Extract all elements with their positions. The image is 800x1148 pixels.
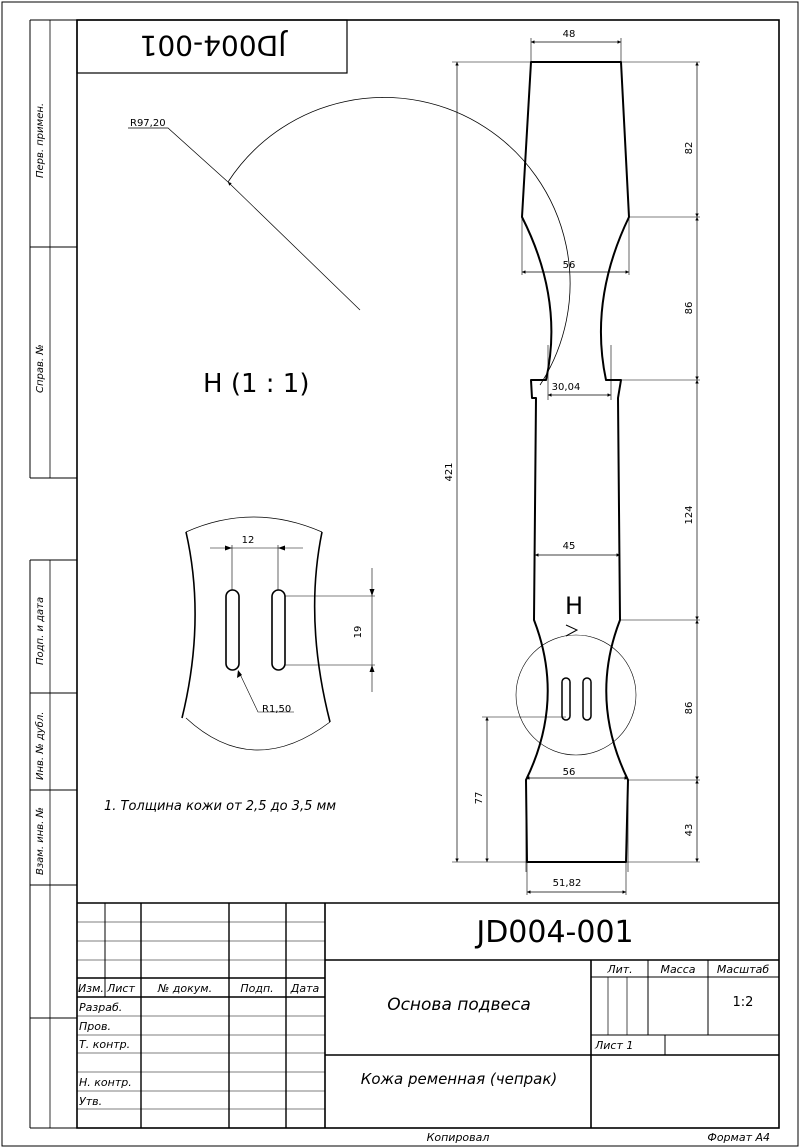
title-name: Основа подвеса <box>387 995 531 1015</box>
col-lit: Лит. <box>607 963 633 976</box>
col-podp: Подп. <box>240 982 274 995</box>
label-perv-primen: Перв. примен. <box>35 102 46 178</box>
scale-value: 1:2 <box>732 995 754 1010</box>
dim-neck-upper: 56 <box>562 260 576 271</box>
detail-left-edge <box>182 532 195 718</box>
dim-seg-82: 82 <box>684 141 695 155</box>
dim-total-length: 421 <box>444 462 455 482</box>
col-massa: Масса <box>660 963 696 976</box>
dim-top-width: 48 <box>562 29 576 40</box>
title-code: JD004-001 <box>476 915 634 950</box>
note-text: 1. Толщина кожи от 2,5 до 3,5 мм <box>104 799 337 814</box>
title-material: Кожа ременная (чепрак) <box>360 1070 558 1088</box>
sheet-number: Лист 1 <box>595 1039 634 1052</box>
detail-circle <box>516 635 636 755</box>
col-data: Дата <box>290 982 320 995</box>
slot-right-small <box>583 678 591 720</box>
detail-right-edge <box>315 532 330 722</box>
dim-slot-gap: 12 <box>241 535 255 546</box>
detail-marker: Н <box>564 592 584 620</box>
dim-mid-width: 45 <box>562 541 576 552</box>
row-prov: Пров. <box>79 1020 111 1033</box>
dim-seg-86-lower: 86 <box>684 701 695 715</box>
slot-left-small <box>562 678 570 720</box>
dim-slot-offset: 77 <box>474 791 485 805</box>
row-n-kontr: Н. контр. <box>79 1076 132 1089</box>
section-label: Н (1 : 1) <box>203 369 310 399</box>
label-inv-dubl: Инв. № дубл. <box>35 711 46 780</box>
radius-small-label: R1,50 <box>262 704 292 715</box>
radius-arc <box>228 97 570 385</box>
rotated-code: JD004-001 <box>139 29 287 62</box>
dim-waist-width: 30,04 <box>551 382 581 393</box>
dim-slot-length: 19 <box>353 625 364 639</box>
footer-format: Формат А4 <box>707 1131 770 1144</box>
col-izm: Изм. <box>78 982 104 995</box>
dim-neck-lower: 56 <box>562 767 576 778</box>
slot-right <box>272 590 285 670</box>
label-vzam-inv: Взам. инв. № <box>35 807 46 875</box>
detail-arrow-icon <box>566 625 577 636</box>
dim-seg-86-upper: 86 <box>684 301 695 315</box>
inner-frame <box>77 20 779 1128</box>
row-utv: Утв. <box>79 1095 103 1108</box>
row-t-kontr: Т. контр. <box>79 1038 131 1051</box>
col-masshtab: Масштаб <box>716 963 770 976</box>
radius-big-label: R97,20 <box>130 118 166 129</box>
slot-left <box>226 590 239 670</box>
footer-kopiroval: Копировал <box>426 1131 490 1144</box>
col-list: Лист <box>107 982 135 995</box>
row-razrab: Разраб. <box>79 1001 123 1014</box>
label-podp-data: Подп. и дата <box>35 596 46 665</box>
dim-seg-43: 43 <box>684 823 695 837</box>
label-sprav: Справ. № <box>35 344 46 393</box>
dim-bottom-width: 51,82 <box>552 878 582 889</box>
dim-seg-124: 124 <box>684 505 695 525</box>
col-doc: № докум. <box>157 982 213 995</box>
